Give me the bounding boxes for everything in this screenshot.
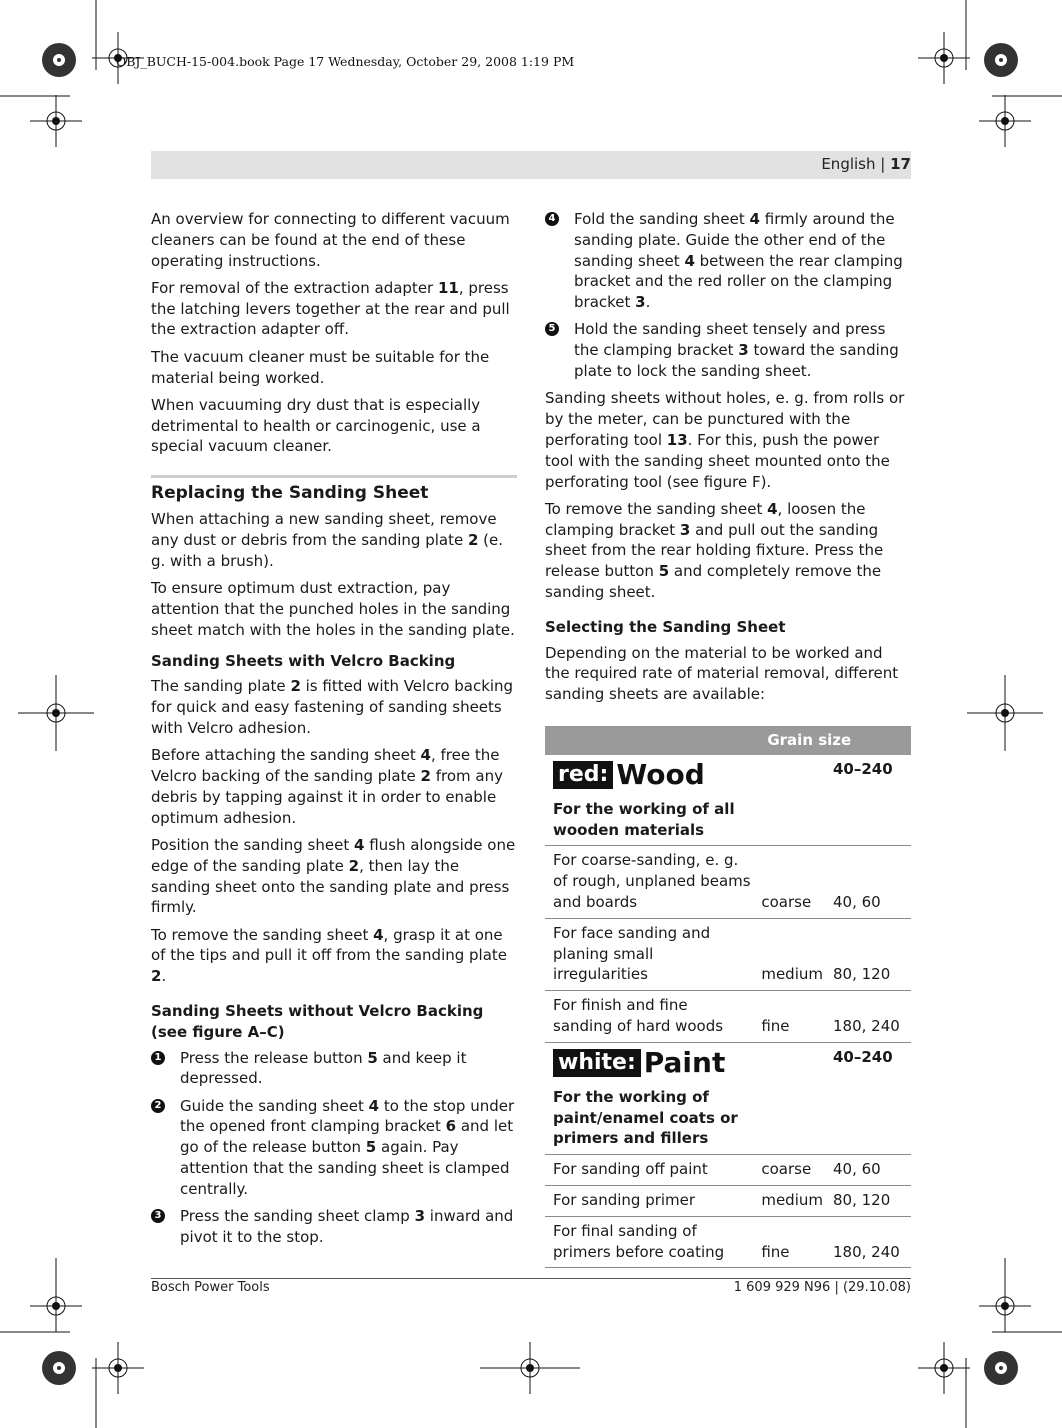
- select-paragraph: Depending on the material to be worked and the required rate of material removal, different sanding sheets are available:: [545, 643, 899, 704]
- header-language: English: [821, 155, 876, 173]
- table-header-grain: Grain size: [759, 726, 911, 755]
- paint-range: 40–240: [825, 1042, 911, 1154]
- footer-right: 1 609 929 N96 | (29.10.08): [733, 1280, 911, 1295]
- footer-left: Bosch Power Tools: [151, 1280, 270, 1295]
- step-item: 5 Hold the sanding sheet tensely and press the clamping bracket 3 toward the sanding plate to lock the sanding sheet.: [545, 319, 911, 381]
- section-heading: Replacing the Sanding Sheet: [151, 475, 517, 504]
- category-row-paint: [545, 1042, 911, 1154]
- intro-paragraph: An overview for connecting to different vacuum cleaners can be found at the end of these operating instructions.: [151, 210, 510, 270]
- perforate-paragraph: Sanding sheets without holes, e. g. from rolls or by the meter, can be punctured with the perforating tool 13. For this, push the power tool with the sanding sheet mounted onto the perforating tool (see figure F).: [545, 389, 905, 491]
- table-row: For sanding primer medium 80, 120: [545, 1185, 911, 1216]
- table-header-blank: [545, 726, 759, 755]
- wood-logo: [553, 757, 751, 791]
- footer-rule: [151, 1278, 911, 1279]
- wood-range: 40–240: [833, 759, 893, 778]
- wood-logo-word: Wood: [616, 757, 705, 791]
- paint-description: For the working of paint/enamel coats or primers and fillers: [553, 1087, 738, 1148]
- wood-description: For the working of all wooden materials: [553, 799, 735, 839]
- select-heading: Selecting the Sanding Sheet: [545, 617, 786, 636]
- table-row: For face sanding and planing small irregularities medium 80, 120: [545, 918, 911, 990]
- optimum-paragraph: To ensure optimum dust extraction, pay attention that the punched holes in the sanding sheet match with the holes in the sanding plate.: [151, 579, 515, 639]
- table-row: For sanding off paint coarse 40, 60: [545, 1155, 911, 1186]
- remove-paragraph: To remove the sanding sheet 4, loosen the clamping bracket 3 and pull out the sanding sheet from the rear holding fixture. Press the release button 5 and completely remove the sanding sheet.: [545, 499, 884, 602]
- paint-logo: [553, 1045, 751, 1079]
- paint-logo-word: Paint: [643, 1045, 726, 1079]
- step-number: 2: [151, 1099, 165, 1113]
- velcro-paragraph-3: Position the sanding sheet 4 flush alongside one edge of the sanding plate 2, then lay the sanding sheet onto the sanding plate and press firmly.: [151, 835, 516, 917]
- paint-logo-badge: white:: [553, 1049, 641, 1077]
- left-column: [151, 209, 517, 1254]
- velcro-paragraph-1: The sanding plate 2 is fitted with Velcro backing for quick and easy fastening of sanding sheets with Velcro adhesion.: [151, 677, 514, 737]
- right-column: [545, 209, 911, 1268]
- table-row: For coarse-sanding, e. g. of rough, unplaned beams and boards coarse 40, 60: [545, 846, 911, 918]
- table-row: For finish and fine sanding of hard woods fine 180, 240: [545, 991, 911, 1043]
- step-number: 4: [545, 212, 559, 226]
- category-row-wood: [545, 755, 911, 846]
- grain-size-table: [545, 726, 911, 1268]
- wood-logo-badge: red:: [553, 761, 613, 789]
- step-item: 4 Fold the sanding sheet 4 firmly around the sanding plate. Guide the other end of the sanding sheet 4 between the rear clamping bracket and the red roller on the clamping bracket 3.: [545, 209, 911, 313]
- removal-paragraph: For removal of the extraction adapter 11, press the latching levers together at the rear and pull the extraction adapter off.: [151, 278, 510, 339]
- step-item: 1 Press the release button 5 and keep it depressed.: [151, 1048, 517, 1090]
- step-number: 5: [545, 322, 559, 336]
- table-row: For final sanding of primers before coating fine 180, 240: [545, 1216, 911, 1268]
- velcro-heading: Sanding Sheets with Velcro Backing: [151, 651, 456, 670]
- page-header: [821, 153, 911, 175]
- step-item: 2 Guide the sanding sheet 4 to the stop under the opened front clamping bracket 6 and let go of the release button 5 again. Pay attention that the sanding sheet is clamped centrally.: [151, 1096, 517, 1200]
- no-velcro-heading: Sanding Sheets without Velcro Backing (see figure A–C): [151, 1002, 484, 1041]
- dust-paragraph: When vacuuming dry dust that is especially detrimental to health or carcinogenic, use a special vacuum cleaner.: [151, 395, 481, 456]
- page-number: 17: [890, 155, 911, 173]
- velcro-paragraph-2: Before attaching the sanding sheet 4, free the Velcro backing of the sanding plate 2 from any debris by tapping against it in order to enable optimum adhesion.: [151, 746, 503, 827]
- step-number: 1: [151, 1051, 165, 1065]
- step-number: 3: [151, 1209, 165, 1223]
- header-bar: [151, 151, 911, 179]
- suitable-paragraph: The vacuum cleaner must be suitable for the material being worked.: [151, 347, 490, 387]
- step-item: 3 Press the sanding sheet clamp 3 inward and pivot it to the stop.: [151, 1206, 517, 1248]
- print-slug: OBJ_BUCH-15-004.book Page 17 Wednesday, October 29, 2008 1:19 PM: [116, 54, 575, 69]
- header-separator: |: [880, 155, 886, 173]
- velcro-paragraph-4: To remove the sanding sheet 4, grasp it at one of the tips and pull it off from the sanding plate 2.: [151, 925, 508, 986]
- attach-paragraph: When attaching a new sanding sheet, remove any dust or debris from the sanding plate 2 (e. g. with a brush).: [151, 510, 504, 570]
